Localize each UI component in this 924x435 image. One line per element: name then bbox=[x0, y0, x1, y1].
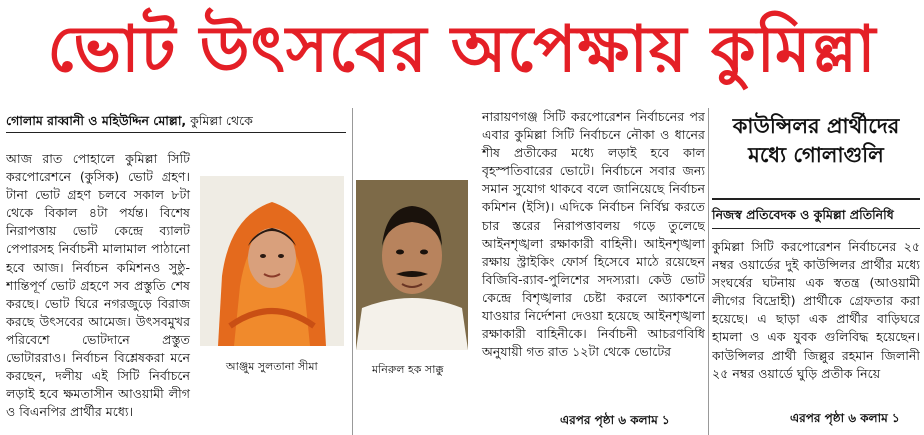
portrait-woman-icon bbox=[200, 176, 344, 346]
photo-caption-seema: আঞ্জুম সুলতানা সীমা bbox=[226, 360, 318, 373]
byline-authors: গোলাম রাব্বানী ও মহিউদ্দিন মোল্লা, bbox=[6, 113, 187, 128]
byline-place: কুমিল্লা থেকে bbox=[186, 113, 253, 128]
candidate-photo-seema bbox=[200, 176, 344, 346]
continued-on-page-label: এরপর পৃষ্ঠা ৬ কলাম ১ bbox=[560, 413, 670, 427]
column-divider-left bbox=[352, 108, 353, 435]
byline bbox=[6, 113, 351, 133]
column-1-text: আজ রাত পোহালে কুমিল্লা সিটি করপোরেশনে (কুসিক) ভোট গ্রহণ। টানা ভোট গ্রহণ চলবে সকাল ৮টা থেকে বিকাল ৪টা পর্যন্ত। বিশেষ নিরাপত্তায় ভোট কেন্দ্রে ব্যালট পেপারসহ নির্বাচনী মালামাল পাঠানো হবে আজ। নির্বাচন কমিশনও সুষ্ঠু-শান্তিপূর্ণ ভোট গ্রহণে সব প্রস্তুতি শেষ করছে। ভোট ঘিরে নগরজুড়ে বিরাজ করছে উৎসবের আমেজ। উৎসবমুখর পরিবেশে ভোটদানে প্রস্তুত ভোটাররাও। নির্বাচন বিশ্লেষকরা মনে করছেন, দলীয় এই সিটি নির্বাচনে লড়াই হবে ক্ষমতাসীন আওয়ামী লীগ ও বিএনপির প্রার্থীর মধ্যে। bbox=[6, 151, 190, 420]
candidate-photo-sakku bbox=[356, 180, 468, 350]
photo-caption-sakku: মনিরুল হক সাক্কু bbox=[372, 363, 444, 376]
side-byline-rule bbox=[712, 228, 920, 229]
side-title-rule bbox=[712, 198, 920, 200]
column-divider-right bbox=[708, 108, 709, 435]
side-story-body: কুমিল্লা সিটি করপোরেশন নির্বাচনের ২৫ নম্বর ওয়ার্ডের দুই কাউন্সিলর প্রার্থীর মধ্যে সংঘর্ষের ঘটনায় এক স্বতন্ত্র (আওয়ামী লীগের বিদ্রোহী) প্রার্থীকে গ্রেফতার করা হয়েছে। এ ছাড়া এক প্রার্থীর বাড়িঘরে হামলা ও এক যুবক গুলিবিদ্ধ হয়েছেন। কাউন্সিলর প্রার্থী জিল্লুর রহমান জিলানী ২৫ নম্বর ওয়ার্ডে ঘুড়ি প্রতীক নিয়ে bbox=[712, 239, 920, 381]
side-story-byline: নিজস্ব প্রতিবেদক ও কুমিল্লা প্রতিনিধি bbox=[712, 207, 894, 222]
column-2-text: নারায়ণগঞ্জ সিটি করপোরেশন নির্বাচনের পর এবার কুমিল্লা সিটি নির্বাচনে নৌকা ও ধানের শীষ প্রতীকের মধ্যে লড়াই হবে কাল বৃহস্পতিবারের ভোটে। নির্বাচনে সবার জন্য সমান সুযোগ থাকবে বলে জানিয়েছে নির্বাচন কমিশন (ইসি)। এদিকে নির্বাচন নির্বিঘ্ন করতে চার স্তরের নিরাপত্তাবলয় গড়ে তুলেছে আইনশৃঙ্খলা রক্ষাকারী বাহিনী। আইনশৃঙ্খলা রক্ষায় স্ট্রাইকিং ফোর্স হিসেবে মাঠে রয়েছেন বিজিবি-র‌্যাব-পুলিশের সদস্যরা। কেউ ভোট কেন্দ্রে বিশৃঙ্খলার চেষ্টা করলে অ্যাকশনে যাওয়ার নির্দেশনা দেওয়া হয়েছে আইনশৃঙ্খলা রক্ষাকারী বাহিনীকে। নির্বাচনী আচরণবিধি অনুযায়ী গত রাত ১২টা থেকে ভোটের bbox=[482, 109, 705, 360]
side-story-title: কাউন্সিলর প্রার্থীদের মধ্যে গোলাগুলি bbox=[732, 114, 900, 167]
side-continued-label: এরপর পৃষ্ঠা ৬ কলাম ১ bbox=[790, 411, 900, 425]
headline: ভোট উৎসবের অপেক্ষায় কুমিল্লা bbox=[47, 13, 877, 87]
byline-rule bbox=[6, 132, 346, 133]
portrait-man-icon bbox=[356, 180, 468, 350]
